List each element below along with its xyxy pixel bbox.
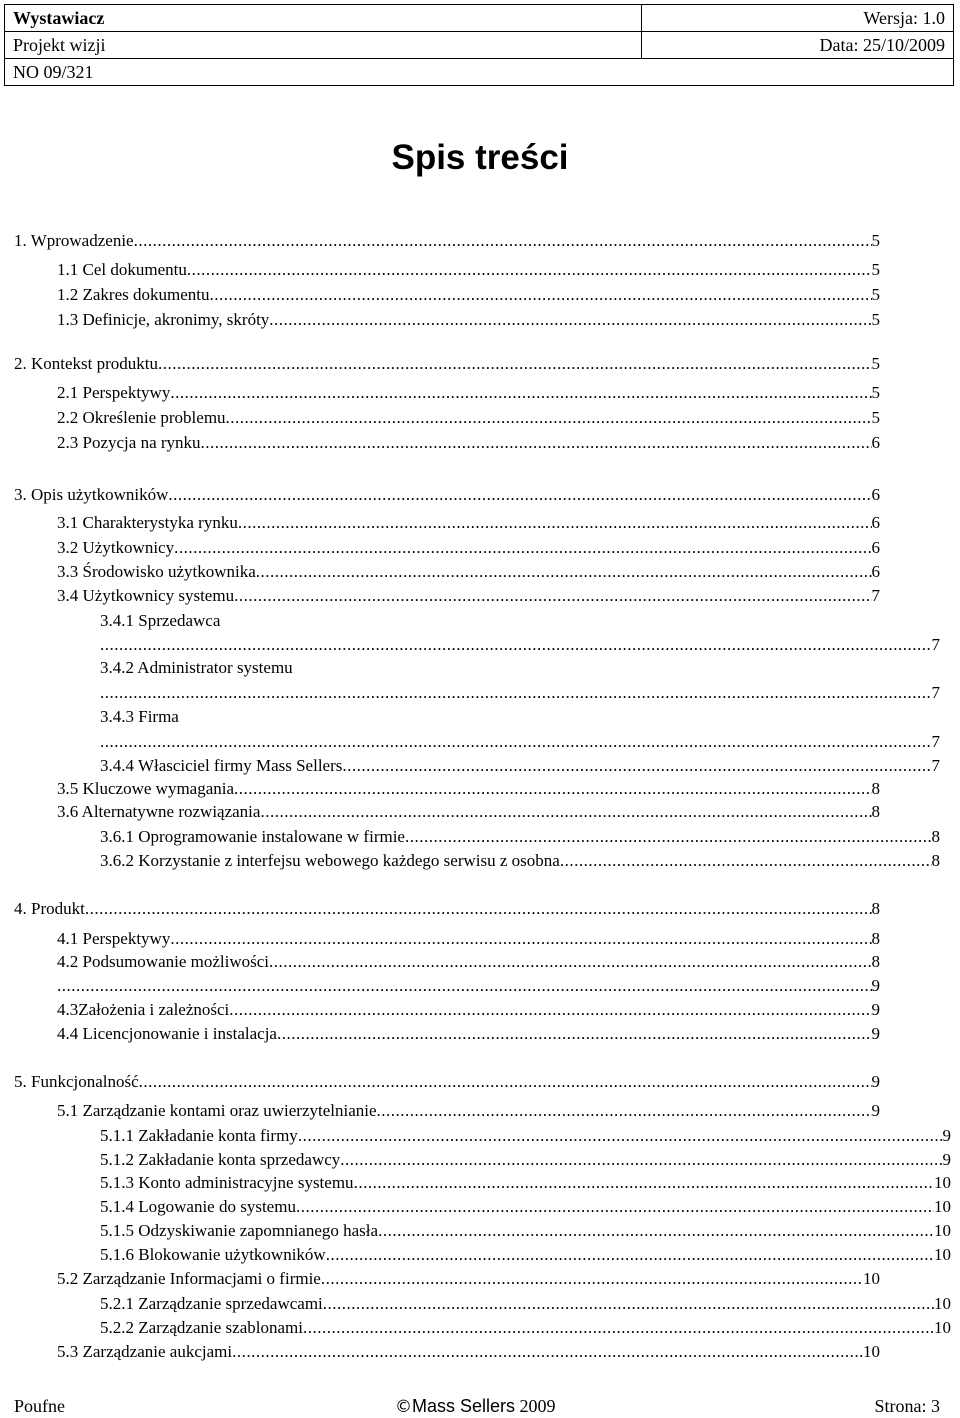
toc-entry-label: 2. Kontekst produktu (14, 354, 159, 373)
toc-entry-label: 1.1 Cel dokumentu (57, 260, 187, 279)
toc-entry-label: 4.2 Podsumowanie możliwości (57, 952, 270, 971)
toc-entry[interactable] (100, 1125, 951, 1147)
toc-entry-label: 5. Funkcjonalność (14, 1072, 139, 1091)
toc-leader (134, 230, 872, 252)
toc-leader (298, 1125, 943, 1147)
toc-entry-label: 3.6 Alternatywne rozwiązania (57, 802, 261, 821)
toc-entry-page: 7 (931, 683, 940, 702)
toc-entry-label: 1.2 Zakres dokumentu (57, 285, 210, 304)
toc-entry-label: 3.5 Kluczowe wymagania (57, 779, 235, 798)
toc-entry-page: 6 (871, 538, 880, 557)
toc-entry-page: 10 (863, 1269, 880, 1288)
toc-leader (269, 951, 871, 973)
toc-leader (234, 778, 871, 800)
toc-entry[interactable] (14, 230, 880, 252)
toc-entry-page: 8 (871, 899, 880, 918)
toc-leader (57, 975, 872, 997)
page-title: Spis treści (391, 138, 569, 177)
toc-leader (405, 826, 932, 848)
toc-entry-page: 8 (931, 827, 940, 846)
toc-entry[interactable] (100, 850, 940, 872)
header-version: Wersja: 1.0 (642, 5, 954, 32)
toc-entry[interactable] (57, 537, 880, 559)
toc-entry-label: 5.1.3 Konto administracyjne systemu (100, 1173, 354, 1192)
toc-entry-label: 3.4.1 Sprzedawca (100, 611, 221, 630)
header-date: Data: 25/10/2009 (642, 32, 954, 59)
toc-entry[interactable] (57, 951, 880, 973)
toc-entry[interactable] (14, 484, 880, 506)
toc-entry-page: 9 (871, 1024, 880, 1043)
toc-entry[interactable] (100, 1196, 951, 1218)
toc-leader (174, 537, 871, 559)
toc-entry-label: 5.1 Zarządzanie kontami oraz uwierzytelnianie (57, 1101, 377, 1120)
toc-leader (85, 898, 872, 920)
toc-entry-label: 4.4 Licencjonowanie i instalacja (57, 1024, 277, 1043)
footer-page-number: Strona: 3 (874, 1396, 940, 1416)
toc-entry-continuation[interactable] (100, 731, 940, 753)
toc-entry[interactable] (100, 1149, 951, 1171)
toc-entry-page: 10 (934, 1197, 951, 1216)
footer-copyright (395, 1396, 556, 1417)
toc-entry-page: 7 (931, 756, 940, 775)
toc-entry-page: 5 (871, 310, 880, 329)
toc-entry-page: 7 (931, 732, 940, 751)
toc-entry-page: 9 (942, 1150, 951, 1169)
toc-entry[interactable] (57, 928, 880, 950)
toc-leader (210, 284, 872, 306)
toc-leader (269, 309, 871, 331)
toc-entry[interactable] (100, 1293, 951, 1315)
toc-entry[interactable] (57, 1268, 880, 1290)
toc-entry-page: 10 (934, 1245, 951, 1264)
toc-entry-page: 7 (871, 586, 880, 605)
footer-year: 2009 (519, 1396, 556, 1416)
toc-entry-label: 4.1 Perspektywy (57, 929, 171, 948)
toc-entry-page: 10 (934, 1221, 951, 1240)
toc-leader (354, 1172, 934, 1194)
toc-entry-page: 9 (942, 1126, 951, 1145)
header-company: Wystawiacz (5, 5, 642, 32)
toc-entry-page: 5 (871, 231, 880, 250)
toc-leader (256, 561, 872, 583)
toc-leader (377, 1100, 872, 1122)
toc-leader (170, 382, 871, 404)
toc-entry-label: 2.2 Określenie problemu (57, 408, 226, 427)
toc-entry-label: 5.2.2 Zarządzanie szablonami (100, 1318, 303, 1337)
toc-leader (303, 1317, 934, 1339)
toc-entry-page: 6 (871, 485, 880, 504)
toc-leader (234, 585, 871, 607)
toc-leader (260, 801, 871, 823)
toc-entry[interactable] (57, 432, 880, 454)
toc-entry-page: 9 (871, 976, 880, 995)
toc-entry[interactable] (100, 706, 940, 728)
toc-leader (139, 1071, 872, 1093)
toc-entry-label: 3.1 Charakterystyka rynku (57, 513, 238, 532)
toc-entry[interactable] (100, 1317, 951, 1339)
toc-entry-label: 3.4 Użytkownicy systemu (57, 586, 235, 605)
toc-entry[interactable] (57, 778, 880, 800)
toc-entry[interactable] (100, 1172, 951, 1194)
toc-entry-label: 2.1 Perspektywy (57, 383, 171, 402)
toc-entry-label: 3.2 Użytkownicy (57, 538, 175, 557)
toc-entry-label: 3.6.1 Oprogramowanie instalowane w firmie (100, 827, 405, 846)
toc-leader (158, 353, 871, 375)
toc-leader (321, 1268, 863, 1290)
toc-entry[interactable] (57, 382, 880, 404)
toc-leader (378, 1220, 934, 1242)
toc-entry[interactable] (57, 512, 880, 534)
toc-entry-page: 9 (871, 1000, 880, 1019)
toc-entry-label: 3.3 Środowisko użytkownika (57, 562, 256, 581)
toc-entry-page: 10 (934, 1173, 951, 1192)
toc-entry[interactable] (57, 284, 880, 306)
toc-leader (100, 682, 932, 704)
toc-entry-page: 10 (863, 1342, 880, 1361)
toc-leader (168, 484, 871, 506)
toc-leader (187, 259, 872, 281)
toc-leader (226, 407, 872, 429)
toc-entry-page: 8 (871, 952, 880, 971)
toc-entry-page: 5 (871, 285, 880, 304)
toc-entry-label: 5.2 Zarządzanie Informacjami o firmie (57, 1269, 321, 1288)
toc-leader (340, 1149, 942, 1171)
toc-entry[interactable] (100, 755, 940, 777)
toc-entry-page: 9 (871, 1072, 880, 1091)
toc-entry[interactable] (57, 999, 880, 1021)
copyright-icon: © (395, 1397, 412, 1417)
toc-entry-continuation[interactable] (100, 634, 940, 656)
toc-leader (277, 1023, 872, 1045)
toc-entry-label: 5.1.5 Odzyskiwanie zapomnianego hasła (100, 1221, 379, 1240)
toc-entry[interactable] (57, 407, 880, 429)
toc-entry-label: 3. Opis użytkowników (14, 485, 169, 504)
toc-entry-page: 5 (871, 408, 880, 427)
toc-entry[interactable] (57, 801, 880, 823)
toc-entry[interactable] (14, 898, 880, 920)
toc-entry-label: 5.1.1 Zakładanie konta firmy (100, 1126, 298, 1145)
footer-confidential: Poufne (14, 1396, 65, 1416)
toc-entry[interactable] (100, 1220, 951, 1242)
toc-leader (323, 1293, 934, 1315)
toc-entry-label: 1.3 Definicje, akronimy, skróty (57, 310, 270, 329)
header-project: Projekt wizji (5, 32, 642, 59)
toc-leader (201, 432, 872, 454)
toc-entry-label: 5.3 Zarządzanie aukcjami (57, 1342, 233, 1361)
toc-entry[interactable] (57, 1341, 880, 1363)
toc-entry-page: 6 (871, 433, 880, 452)
toc-entry-label: 5.2.1 Zarządzanie sprzedawcami (100, 1294, 323, 1313)
toc-leader (326, 1244, 934, 1266)
document-footer (0, 1396, 960, 1418)
toc-entry-label: 1. Wprowadzenie (14, 231, 134, 250)
toc-entry-page: 5 (871, 383, 880, 402)
toc-entry-label: 5.1.2 Zakładanie konta sprzedawcy (100, 1150, 341, 1169)
toc-leader (229, 999, 871, 1021)
toc-entry-continuation[interactable] (57, 975, 880, 997)
toc-entry[interactable] (57, 585, 880, 607)
toc-entry[interactable] (100, 657, 940, 679)
toc-entry[interactable] (100, 1244, 951, 1266)
toc-leader (232, 1341, 863, 1363)
toc-entry-label: 5.1.6 Blokowanie użytkowników (100, 1245, 326, 1264)
toc-entry[interactable] (57, 561, 880, 583)
toc-leader (100, 731, 932, 753)
toc-leader (342, 755, 931, 777)
toc-entry-label: 3.4.2 Administrator systemu (100, 658, 293, 677)
footer-brand: Mass Sellers (412, 1396, 516, 1416)
toc-entry-page: 8 (871, 929, 880, 948)
toc-entry[interactable] (14, 353, 880, 375)
toc-entry-page: 6 (871, 562, 880, 581)
toc-entry-page: 5 (871, 260, 880, 279)
toc-entry[interactable] (57, 259, 880, 281)
toc-entry-page: 6 (871, 513, 880, 532)
toc-entry-page: 8 (931, 851, 940, 870)
toc-entry-label: 4. Produkt (14, 899, 85, 918)
toc-leader (296, 1196, 934, 1218)
toc-entry[interactable] (57, 309, 880, 331)
toc-entry-label: 3.6.2 Korzystanie z interfejsu webowego każdego serwisu z osobna (100, 851, 560, 870)
toc-entry-page: 8 (871, 802, 880, 821)
toc-entry-page: 7 (931, 635, 940, 654)
toc-leader (170, 928, 871, 950)
header-doc-number: NO 09/321 (5, 59, 954, 86)
toc-entry-page: 9 (871, 1101, 880, 1120)
toc-leader (560, 850, 932, 872)
toc-entry-label: 3.4.3 Firma (100, 707, 179, 726)
toc-entry-page: 10 (934, 1294, 951, 1313)
toc-leader (238, 512, 872, 534)
toc-entry-page: 10 (934, 1318, 951, 1337)
toc-entry[interactable] (14, 1071, 880, 1093)
toc-entry-page: 8 (871, 779, 880, 798)
toc-entry-page: 5 (871, 354, 880, 373)
toc-entry-continuation[interactable] (100, 682, 940, 704)
document-header (4, 4, 954, 86)
toc-leader (100, 634, 932, 656)
toc-entry[interactable] (100, 826, 940, 848)
toc-entry-label: 3.4.4 Własciciel firmy Mass Sellers (100, 756, 343, 775)
toc-entry[interactable] (57, 1023, 880, 1045)
toc-entry-label: 2.3 Pozycja na rynku (57, 433, 201, 452)
toc-entry-label: 4.3Założenia i zależności (57, 1000, 230, 1019)
toc-entry[interactable] (57, 1100, 880, 1122)
toc-entry-label: 5.1.4 Logowanie do systemu (100, 1197, 296, 1216)
toc-entry[interactable] (100, 610, 940, 632)
